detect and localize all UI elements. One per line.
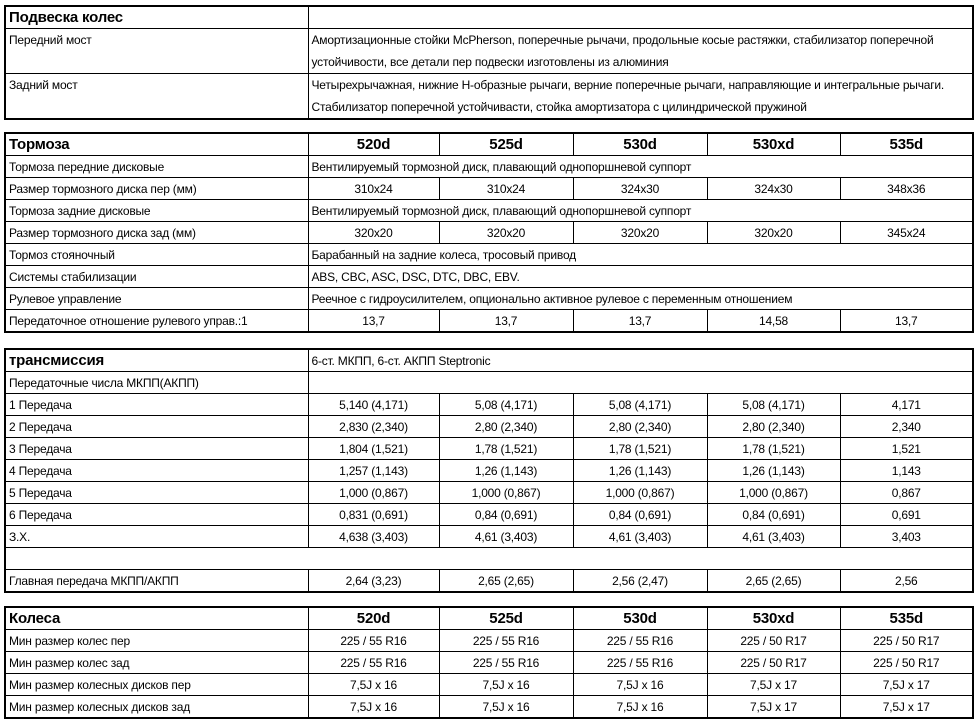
row-value: 1,26 (1,143) — [707, 460, 840, 482]
row-value: 2,830 (2,340) — [308, 416, 439, 438]
column-header: 520d — [308, 607, 439, 630]
row-value: 324x30 — [707, 178, 840, 200]
row-value: 5,140 (4,171) — [308, 394, 439, 416]
column-header: 530d — [573, 607, 707, 630]
row-value: 1,000 (0,867) — [707, 482, 840, 504]
row-value: 7,5J x 17 — [840, 696, 973, 719]
row-label: 5 Передача — [5, 482, 308, 504]
table-row — [5, 504, 973, 526]
table-row — [5, 74, 973, 120]
row-label: 3 Передача — [5, 438, 308, 460]
column-header: 525d — [439, 607, 573, 630]
row-value: 2,56 (2,47) — [573, 570, 707, 593]
row-label: Тормоза задние дисковые — [5, 200, 308, 222]
table-row — [5, 652, 973, 674]
row-label: 4 Передача — [5, 460, 308, 482]
row-value: 7,5J x 16 — [308, 674, 439, 696]
row-value: 310x24 — [439, 178, 573, 200]
table-row — [5, 630, 973, 652]
row-label: Мин размер колесных дисков зад — [5, 696, 308, 719]
row-value: 2,340 — [840, 416, 973, 438]
row-value: 2,80 (2,340) — [573, 416, 707, 438]
row-value: 1,000 (0,867) — [439, 482, 573, 504]
section-summary — [308, 6, 973, 29]
row-value: 1,78 (1,521) — [707, 438, 840, 460]
row-value: 5,08 (4,171) — [439, 394, 573, 416]
row-label: 1 Передача — [5, 394, 308, 416]
row-value: 1,78 (1,521) — [439, 438, 573, 460]
table-row — [5, 222, 973, 244]
table-row — [5, 244, 973, 266]
section-title: Подвеска колес — [5, 6, 308, 29]
row-label: З.Х. — [5, 526, 308, 548]
row-description: ABS, CBC, ASC, DSC, DTC, DBC, EBV. — [308, 266, 973, 288]
row-value: 225 / 55 R16 — [439, 652, 573, 674]
row-value: 2,80 (2,340) — [707, 416, 840, 438]
row-value: 1,000 (0,867) — [308, 482, 439, 504]
table-row — [5, 696, 973, 719]
table-header-row — [5, 349, 973, 372]
row-label: Размер тормозного диска зад (мм) — [5, 222, 308, 244]
row-value: 1,26 (1,143) — [439, 460, 573, 482]
row-value: 13,7 — [573, 310, 707, 333]
column-header: 525d — [439, 133, 573, 156]
row-value: 348x36 — [840, 178, 973, 200]
row-value: 320x20 — [439, 222, 573, 244]
row-value: 225 / 50 R17 — [707, 630, 840, 652]
table-row — [5, 200, 973, 222]
row-value: 1,78 (1,521) — [573, 438, 707, 460]
table-header-row — [5, 607, 973, 630]
row-value: 225 / 55 R16 — [308, 652, 439, 674]
table-row — [5, 156, 973, 178]
row-label: Мин размер колесных дисков пер — [5, 674, 308, 696]
row-value: 7,5J x 16 — [573, 696, 707, 719]
row-value: 7,5J x 17 — [707, 674, 840, 696]
row-value: 0,831 (0,691) — [308, 504, 439, 526]
row-value: 0,84 (0,691) — [439, 504, 573, 526]
row-value: 4,61 (3,403) — [707, 526, 840, 548]
row-value: 225 / 55 R16 — [439, 630, 573, 652]
row-value: 225 / 50 R17 — [707, 652, 840, 674]
row-value: 1,804 (1,521) — [308, 438, 439, 460]
row-label: Размер тормозного диска пер (мм) — [5, 178, 308, 200]
table-row — [5, 29, 973, 74]
row-value: 13,7 — [840, 310, 973, 333]
row-value: 7,5J x 16 — [573, 674, 707, 696]
row-description: Барабанный на задние колеса, тросовый привод — [308, 244, 973, 266]
row-value: 4,61 (3,403) — [573, 526, 707, 548]
row-label: Тормоз стояночный — [5, 244, 308, 266]
row-value: 7,5J x 17 — [707, 696, 840, 719]
row-label: 6 Передача — [5, 504, 308, 526]
row-value: 2,64 (3,23) — [308, 570, 439, 593]
table-row — [5, 570, 973, 593]
row-value: 310x24 — [308, 178, 439, 200]
row-value: 0,691 — [840, 504, 973, 526]
row-label: Мин размер колес пер — [5, 630, 308, 652]
table-row — [5, 526, 973, 548]
row-label: Тормоза передние дисковые — [5, 156, 308, 178]
table-row — [5, 674, 973, 696]
row-value: 0,867 — [840, 482, 973, 504]
column-header: 530xd — [707, 607, 840, 630]
row-label: Системы стабилизации — [5, 266, 308, 288]
row-value: 7,5J x 16 — [308, 696, 439, 719]
row-value: 0,84 (0,691) — [573, 504, 707, 526]
row-value: 320x20 — [707, 222, 840, 244]
row-value: 1,143 — [840, 460, 973, 482]
row-value: 225 / 55 R16 — [573, 630, 707, 652]
blank-row — [5, 548, 973, 570]
row-description: Реечное с гидроусилителем, опционально активное рулевое с переменным отношением — [308, 288, 973, 310]
table-row — [5, 482, 973, 504]
row-value: 345x24 — [840, 222, 973, 244]
row-description: Вентилируемый тормозной диск, плавающий однопоршневой суппорт — [308, 200, 973, 222]
row-value: 2,56 — [840, 570, 973, 593]
suspension-table — [4, 5, 974, 120]
column-header: 520d — [308, 133, 439, 156]
row-description: Амортизационные стойки McPherson, поперечные рычачи, продольные косые растяжки, стабилизатор поперечной устойчивости, все детали пер подвески изготовлены из алюминия — [308, 29, 973, 74]
wheels-table — [4, 606, 974, 719]
row-value: 225 / 55 R16 — [573, 652, 707, 674]
row-label: Задний мост — [5, 74, 308, 120]
row-value: 7,5J x 17 — [840, 674, 973, 696]
row-label: Передаточное отношение рулевого управ.:1 — [5, 310, 308, 333]
row-label: Передаточные числа МКПП(АКПП) — [5, 372, 308, 394]
row-label: Мин размер колес зад — [5, 652, 308, 674]
row-label: Рулевое управление — [5, 288, 308, 310]
row-value: 5,08 (4,171) — [573, 394, 707, 416]
section-title: трансмиссия — [5, 349, 308, 372]
row-value: 3,403 — [840, 526, 973, 548]
row-value: 324x30 — [573, 178, 707, 200]
row-description: Вентилируемый тормозной диск, плавающий однопоршневой суппорт — [308, 156, 973, 178]
row-label: Передний мост — [5, 29, 308, 74]
row-value: 4,171 — [840, 394, 973, 416]
row-value: 4,638 (3,403) — [308, 526, 439, 548]
row-label: Главная передача МКПП/АКПП — [5, 570, 308, 593]
row-description: Четырехрычажная, нижние Н-образные рычаги, верние поперечные рычаги, направляющие и интегральные рычаги. Стабилизатор поперечной устойчивасти, стойка амортизатора с цилиндрической пружиной — [308, 74, 973, 120]
row-value: 2,80 (2,340) — [439, 416, 573, 438]
table-row — [5, 288, 973, 310]
table-row — [5, 266, 973, 288]
table-row — [5, 178, 973, 200]
column-header: 530xd — [707, 133, 840, 156]
table-row — [5, 372, 973, 394]
row-value: 5,08 (4,171) — [707, 394, 840, 416]
table-header-row — [5, 6, 973, 29]
table-row — [5, 460, 973, 482]
table-row — [5, 438, 973, 460]
row-value: 2,65 (2,65) — [439, 570, 573, 593]
row-value: 225 / 50 R17 — [840, 652, 973, 674]
row-value: 1,000 (0,867) — [573, 482, 707, 504]
column-header: 535d — [840, 133, 973, 156]
row-value: 2,65 (2,65) — [707, 570, 840, 593]
table-row — [5, 416, 973, 438]
brakes-table — [4, 132, 974, 333]
table-row — [5, 394, 973, 416]
row-value: 13,7 — [308, 310, 439, 333]
row-value: 7,5J x 16 — [439, 696, 573, 719]
section-summary: 6-ст. МКПП, 6-ст. АКПП Steptronic — [308, 349, 973, 372]
column-header: 530d — [573, 133, 707, 156]
row-value: 1,26 (1,143) — [573, 460, 707, 482]
row-description — [308, 372, 973, 394]
table-header-row — [5, 133, 973, 156]
row-value: 0,84 (0,691) — [707, 504, 840, 526]
row-value: 225 / 50 R17 — [840, 630, 973, 652]
transmission-table — [4, 348, 974, 593]
section-title: Колеса — [5, 607, 308, 630]
row-value: 7,5J x 16 — [439, 674, 573, 696]
row-value: 320x20 — [308, 222, 439, 244]
row-value: 14,58 — [707, 310, 840, 333]
table-row — [5, 548, 973, 570]
row-value: 1,521 — [840, 438, 973, 460]
row-value: 1,257 (1,143) — [308, 460, 439, 482]
section-title: Тормоза — [5, 133, 308, 156]
row-value: 13,7 — [439, 310, 573, 333]
row-value: 4,61 (3,403) — [439, 526, 573, 548]
table-row — [5, 310, 973, 333]
row-value: 225 / 55 R16 — [308, 630, 439, 652]
row-label: 2 Передача — [5, 416, 308, 438]
column-header: 535d — [840, 607, 973, 630]
row-value: 320x20 — [573, 222, 707, 244]
